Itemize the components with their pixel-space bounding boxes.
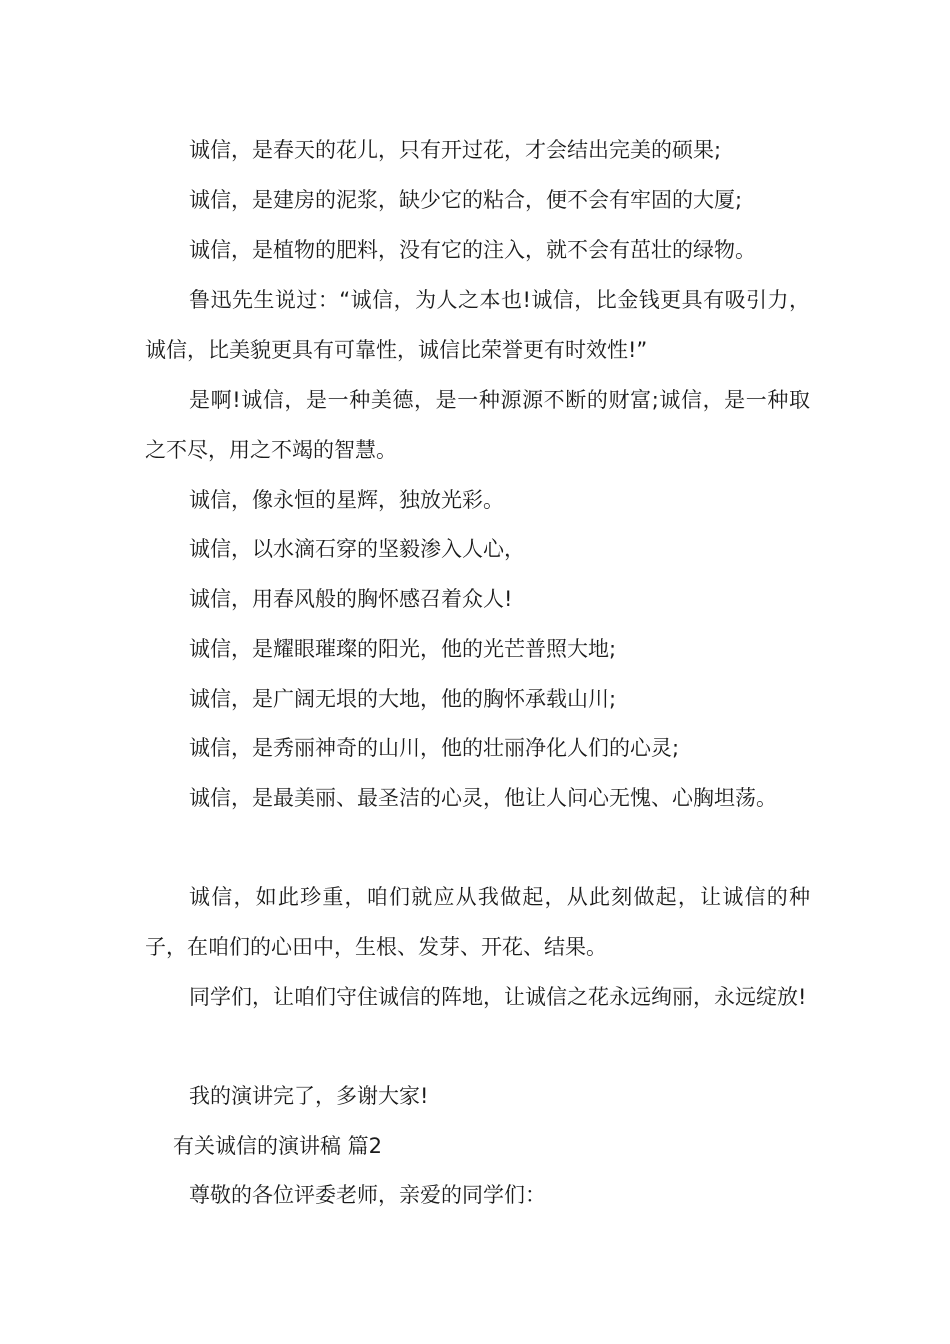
paragraph-12: 诚信，是最美丽、最圣洁的心灵，他让人问心无愧、心胸坦荡。: [189, 786, 777, 810]
paragraph-4: 鲁迅先生说过：“诚信，为人之本也!诚信，比金钱更具有吸引力，诚信，比美貌更具有可靠性，诚信比荣誉更有时效性!”: [145, 288, 810, 362]
section-heading: 有关诚信的演讲稿 篇2: [173, 1134, 383, 1158]
paragraph-5: 是啊!诚信，是一种美德，是一种源源不断的财富;诚信，是一种取之不尽，用之不竭的智慧。: [145, 388, 810, 462]
paragraph-7: 诚信，以水滴石穿的坚毅渗入人心，: [189, 537, 525, 561]
paragraph-10: 诚信，是广阔无垠的大地，他的胸怀承载山川;: [189, 687, 617, 711]
paragraph-8: 诚信，用春风般的胸怀感召着众人!: [189, 587, 513, 611]
salutation: 尊敬的各位评委老师，亲爱的同学们：: [189, 1183, 546, 1207]
paragraph-14: 同学们，让咱们守住诚信的阵地，让诚信之花永远绚丽，永远绽放!: [189, 985, 807, 1009]
paragraph-11: 诚信，是秀丽神奇的山川，他的壮丽净化人们的心灵;: [189, 736, 680, 760]
paragraph-9: 诚信，是耀眼璀璨的阳光，他的光芒普照大地;: [189, 637, 617, 661]
paragraph-3: 诚信，是植物的肥料，没有它的注入，就不会有茁壮的绿物。: [189, 238, 756, 262]
paragraph-6: 诚信，像永恒的星辉，独放光彩。: [189, 488, 504, 512]
paragraph-13: 诚信，如此珍重，咱们就应从我做起，从此刻做起，让诚信的种子，在咱们的心田中，生根、发芽、开花、结果。: [145, 885, 810, 959]
paragraph-2: 诚信，是建房的泥浆，缺少它的粘合，便不会有牢固的大厦;: [189, 188, 743, 212]
paragraph-1: 诚信，是春天的花儿，只有开过花，才会结出完美的硕果;: [189, 138, 722, 162]
paragraph-15: 我的演讲完了，多谢大家!: [189, 1084, 429, 1108]
